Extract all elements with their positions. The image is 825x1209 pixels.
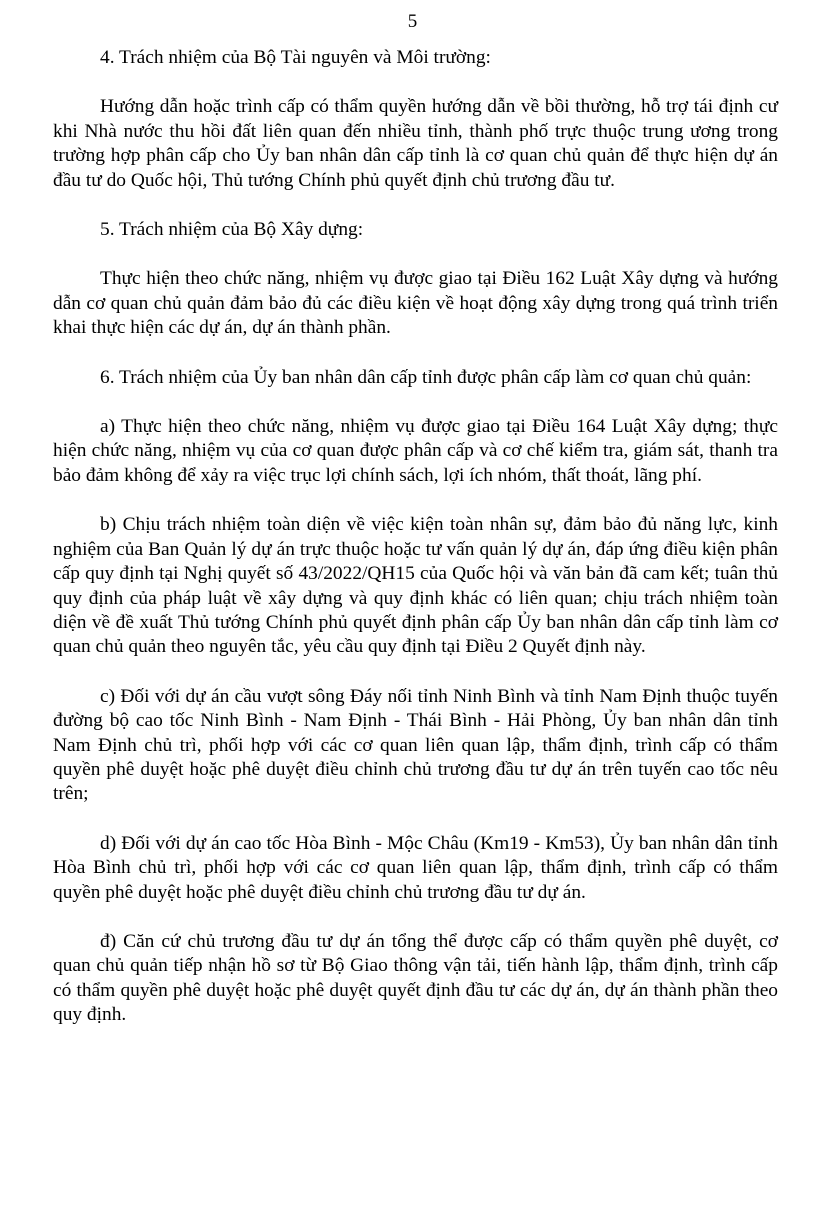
- page-number: 5: [407, 11, 418, 32]
- section-6-item-c: c) Đối với dự án cầu vượt sông Đáy nối tỉnh Ninh Bình và tỉnh Nam Định thuộc tuyến đường bộ cao tốc Ninh Bình - Nam Định - Thái Bình - Hải Phòng, Ủy ban nhân dân tỉnh Nam Định chủ trì, phối hợp với các cơ quan liên quan lập, thẩm định, trình cấp có thẩm quyền phê duyệt hoặc phê duyệt điều chỉnh chủ trương đầu tư dự án trên tuyến cao tốc nêu trên;: [53, 685, 778, 805]
- section-5-heading: 5. Trách nhiệm của Bộ Xây dựng:: [100, 219, 364, 241]
- section-6-item-dd: đ) Căn cứ chủ trương đầu tư dự án tổng thể được cấp có thẩm quyền phê duyệt, cơ quan chủ quản tiếp nhận hồ sơ từ Bộ Giao thông vận tải, tiến hành lập, thẩm định, trình cấp có thẩm quyền phê duyệt hoặc phê duyệt quyết định đầu tư các dự án, dự án thành phần theo quy định.: [53, 930, 778, 1026]
- section-4-heading: 4. Trách nhiệm của Bộ Tài nguyên và Môi trường:: [100, 47, 491, 68]
- document-body: [53, 46, 778, 1028]
- section-4-paragraph: Hướng dẫn hoặc trình cấp có thẩm quyền hướng dẫn về bồi thường, hỗ trợ tái định cư khi Nhà nước thu hồi đất liên quan đến nhiều tỉnh, thành phố trực thuộc trung ương trong trường hợp phân cấp cho Ủy ban nhân dân cấp tỉnh là cơ quan chủ quản để thực hiện dự án đầu tư do Quốc hội, Thủ tướng Chính phủ quyết định chủ trương đầu tư.: [53, 96, 778, 191]
- section-6-heading: 6. Trách nhiệm của Ủy ban nhân dân cấp tỉnh được phân cấp làm cơ quan chủ quản:: [100, 366, 752, 388]
- section-6-item-a: a) Thực hiện theo chức năng, nhiệm vụ được giao tại Điều 164 Luật Xây dựng; thực hiện chức năng, nhiệm vụ của cơ quan được phân cấp và cơ chế kiểm tra, giám sát, thanh tra bảo đảm không để xảy ra việc trục lợi chính sách, lợi ích nhóm, thất thoát, lãng phí.: [53, 416, 778, 486]
- section-6-item-d: d) Đối với dự án cao tốc Hòa Bình - Mộc Châu (Km19 - Km53), Ủy ban nhân dân tỉnh Hòa Bình chủ trì, phối hợp với các cơ quan liên quan lập, thẩm định, trình cấp có thẩm quyền phê duyệt hoặc phê duyệt điều chỉnh chủ trương đầu tư dự án.: [53, 832, 778, 903]
- section-6-item-b: b) Chịu trách nhiệm toàn diện về việc kiện toàn nhân sự, đảm bảo đủ năng lực, kinh nghiệm của Ban Quản lý dự án trực thuộc hoặc tư vấn quản lý dự án, đáp ứng điều kiện phân cấp quy định tại Nghị quyết số 43/2022/QH15 của Quốc hội và văn bản đã cam kết; tuân thủ quy định của pháp luật về xây dựng và quy định khác có liên quan; chịu trách nhiệm toàn diện về đề xuất Thủ tướng Chính phủ quyết định phân cấp Ủy ban nhân dân cấp tỉnh làm cơ quan chủ quản theo nguyên tắc, yêu cầu quy định tại Điều 2 Quyết định này.: [53, 514, 778, 658]
- section-5-paragraph: Thực hiện theo chức năng, nhiệm vụ được giao tại Điều 162 Luật Xây dựng và hướng dẫn cơ quan chủ quản đảm bảo đủ các điều kiện về hoạt động xây dựng trong quá trình triển khai thực hiện các dự án, dự án thành phần.: [53, 268, 778, 339]
